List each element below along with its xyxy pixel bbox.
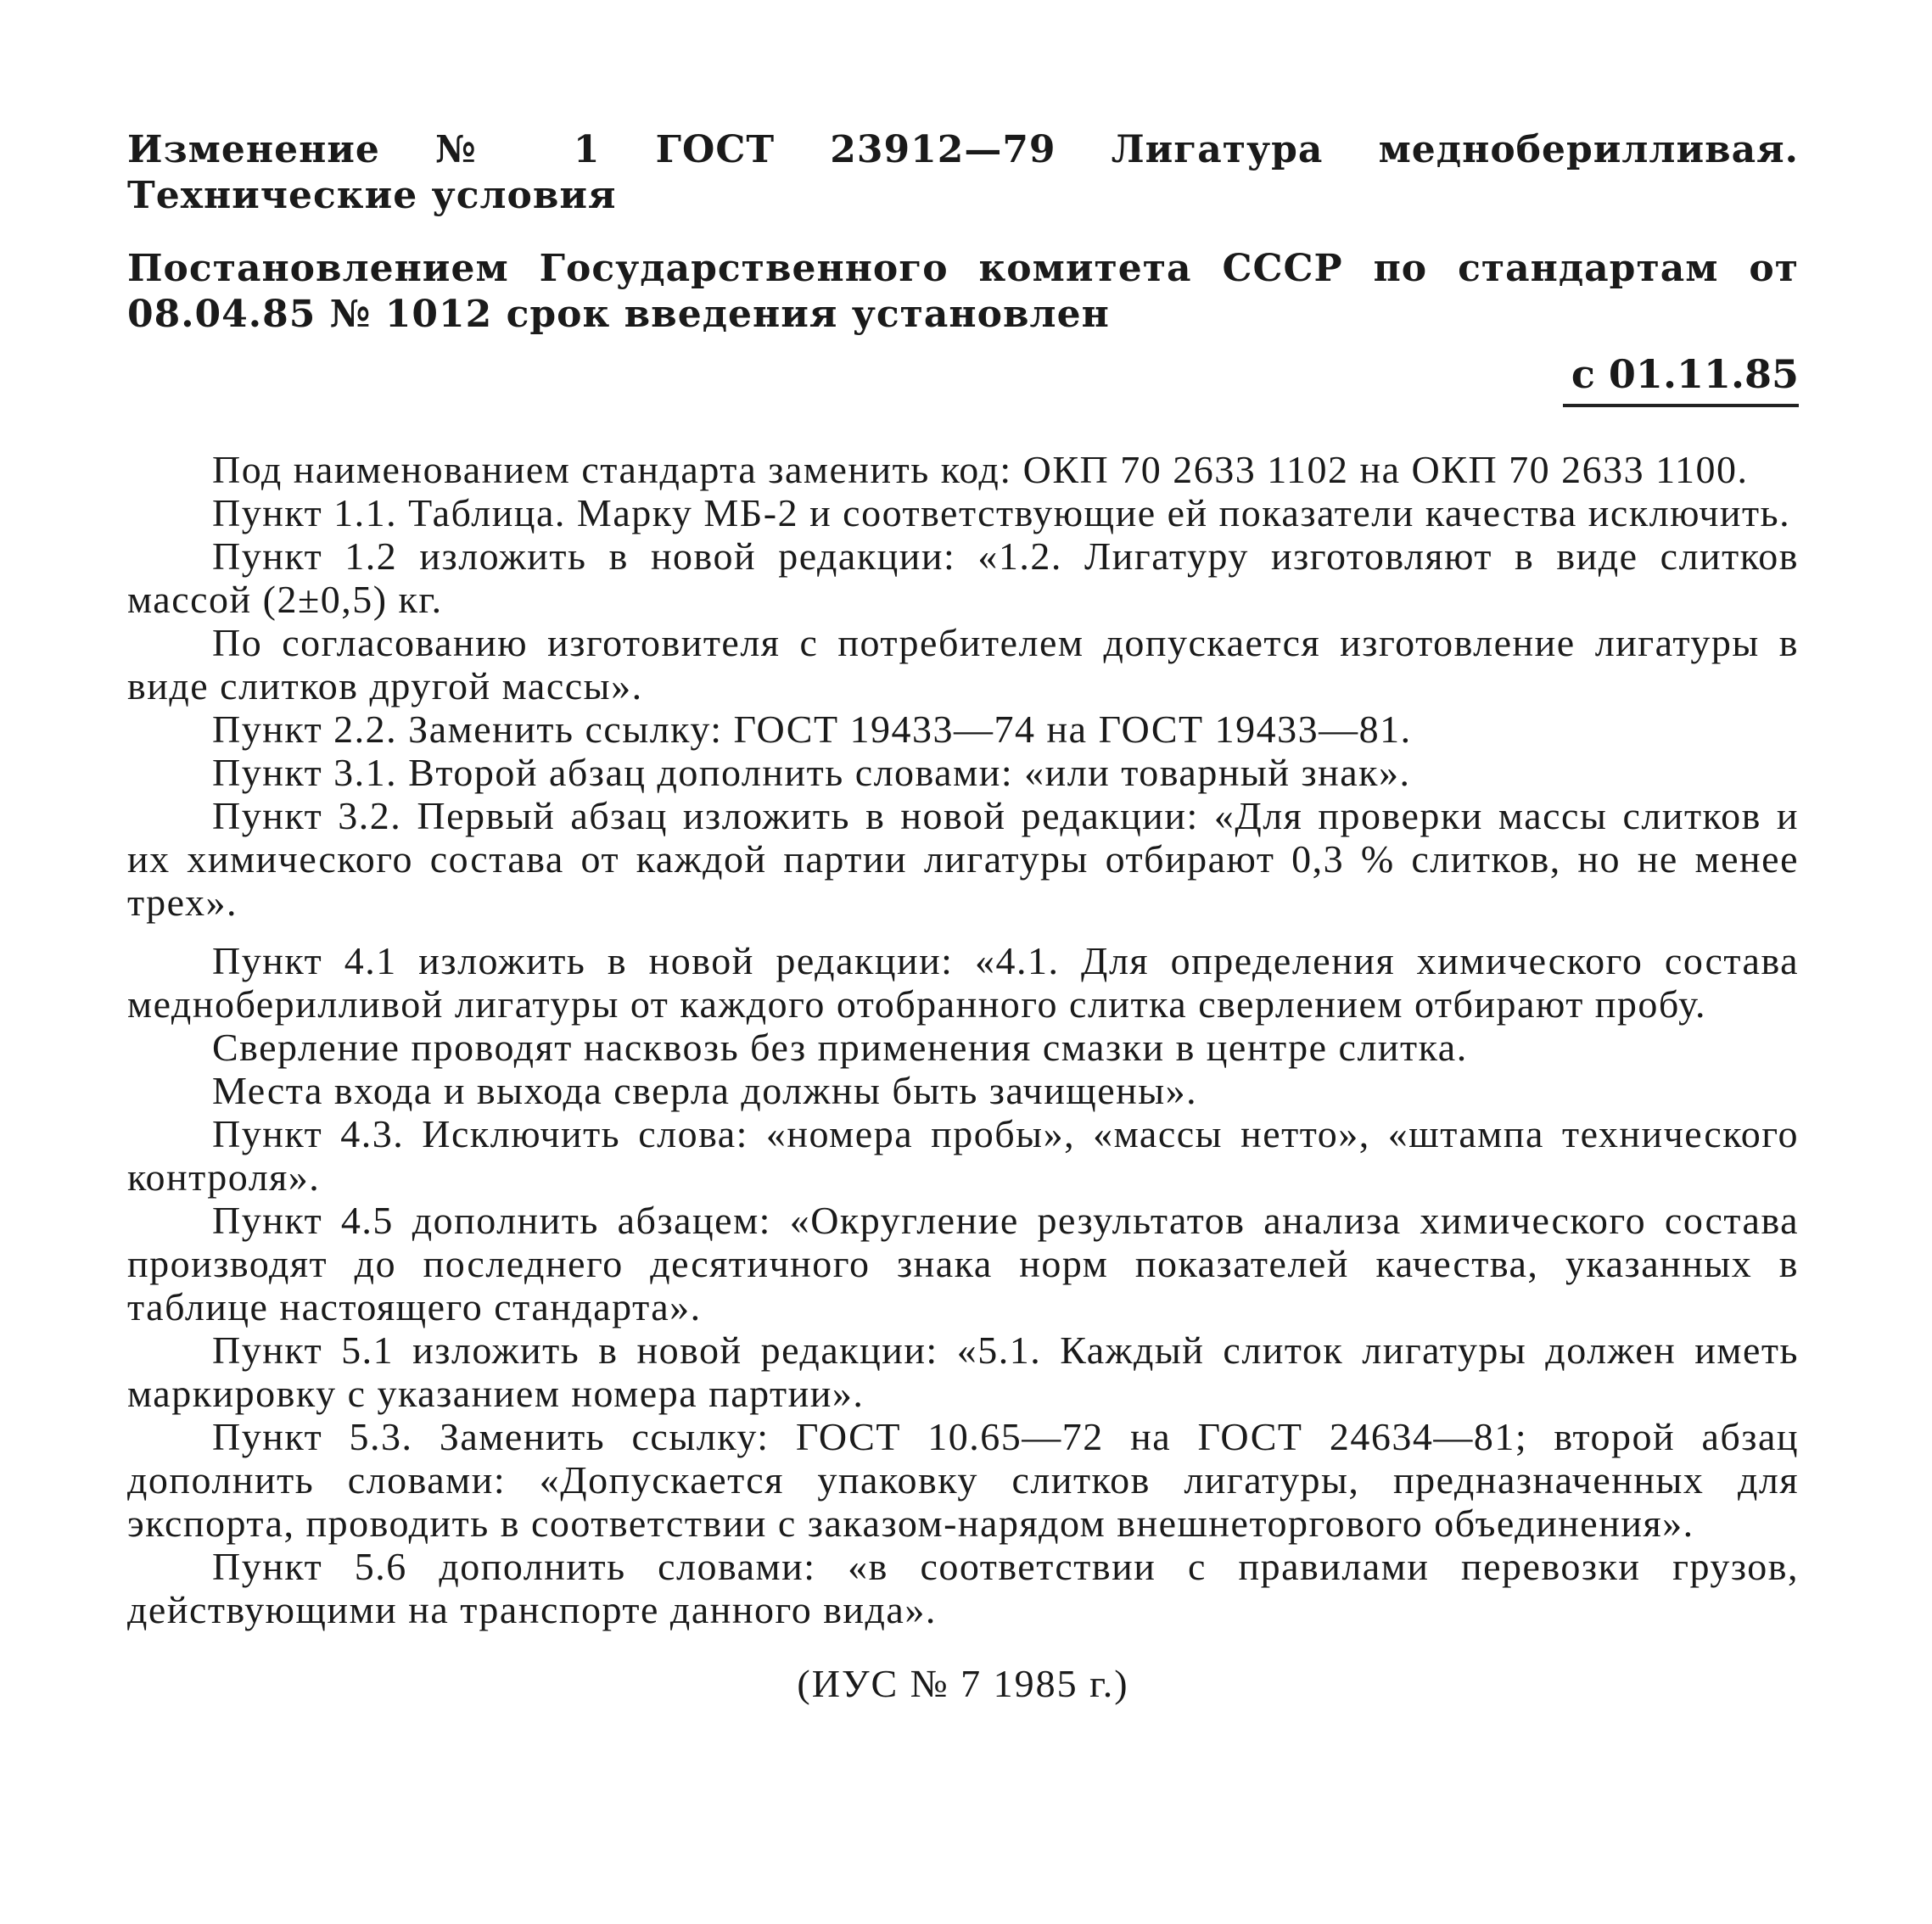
amendment-body [127,448,1799,1631]
paragraph: Пункт 5.1 изложить в новой редакции: «5.1. Каждый слиток лигатуры должен иметь маркировку с указанием номера партии». [127,1328,1799,1415]
publication-reference: (ИУС № 7 1985 г.) [797,1662,1129,1705]
paragraph: Пункт 4.5 дополнить абзацем: «Округление результатов анализа химического состава производят до последнего десятичного знака норм показателей качества, указанных в таблице настоящего стандарта». [127,1199,1799,1328]
paragraph: Пункт 4.3. Исключить слова: «номера пробы», «массы нетто», «штампа технического контроля». [127,1112,1799,1199]
paragraph: Пункт 2.2. Заменить ссылку: ГОСТ 19433—74 на ГОСТ 19433—81. [212,708,1412,751]
paragraph: Сверление проводят насквозь без применения смазки в центре слитка. [212,1026,1468,1069]
paragraph: Пункт 3.2. Первый абзац изложить в новой редакции: «Для проверки массы слитков и их химического состава от каждой партии лигатуры отбирают 0,3 % слитков, но не менее трех». [127,794,1799,924]
paragraph: Пункт 5.3. Заменить ссылку: ГОСТ 10.65—72 на ГОСТ 24634—81; второй абзац дополнить словами: «Допускается упаковку слитков лигатуры, предназначенных для экспорта, проводить в соответствии с заказом-нарядом внешнеторгового объединения». [127,1415,1799,1545]
paragraph: Пункт 3.1. Второй абзац дополнить словами: «или товарный знак». [212,751,1411,794]
paragraph: По согласованию изготовителя с потребителем допускается изготовление лигатуры в виде слитков другой массы». [127,621,1799,708]
paragraph: Места входа и выхода сверла должны быть зачищены». [212,1069,1198,1112]
paragraph: Пункт 4.1 изложить в новой редакции: «4.1. Для определения химического состава медноберилливой лигатуры от каждого отобранного слитка сверлением отбирают пробу. [127,939,1799,1026]
amendment-title: Изменение № 1 ГОСТ 23912—79 Лигатура медноберилливая. Технические условия [127,128,1799,217]
paragraph: Пункт 5.6 дополнить словами: «в соответствии с правилами перевозки грузов, действующими на транспорте данного вида». [127,1545,1799,1631]
effective-date: с 01.11.85 [1563,350,1799,407]
paragraph: Пункт 1.2 изложить в новой редакции: «1.2. Лигатуру изготовляют в виде слитков массой (2±0,5) кг. [127,534,1799,621]
decree-statement: Постановлением Государственного комитета СССР по стандартам от 08.04.85 № 1012 срок введения установлен [127,247,1799,336]
effective-date-block [127,350,1799,407]
paragraph: Под наименованием стандарта заменить код: ОКП 70 2633 1102 на ОКП 70 2633 1100. [212,448,1749,491]
paragraph: Пункт 1.1. Таблица. Марку МБ-2 и соответствующие ей показатели качества исключить. [212,491,1791,534]
document-header [127,127,1799,338]
document-page [127,127,1799,1708]
